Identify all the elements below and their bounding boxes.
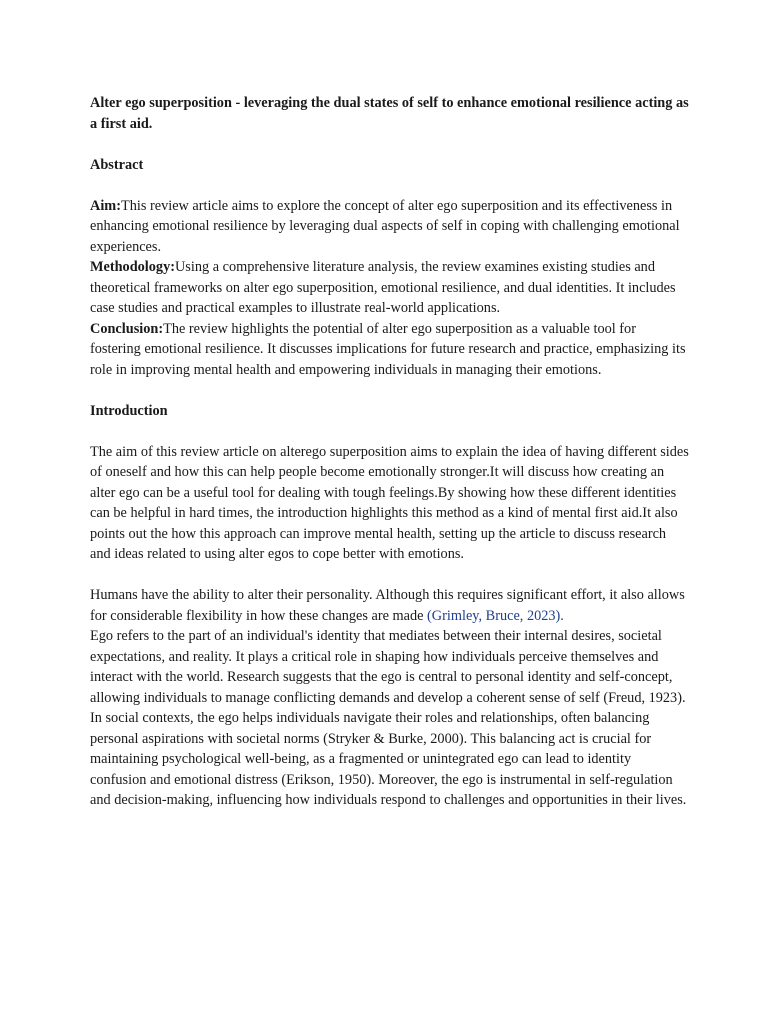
article-title: Alter ego superposition - leveraging the dual states of self to enhance emotional resilience acting as a first aid. — [90, 95, 689, 132]
document-body — [90, 93, 690, 811]
conclusion-text: The review highlights the potential of alter ego superposition as a valuable tool for fostering emotional resilience. It discusses implications for future research and practice, emphasizing its role in improving mental health and empowering individuals in managing their emotions. — [90, 320, 686, 378]
introduction-paragraph-3: Ego refers to the part of an individual's identity that mediates between their internal desires, societal expectations, and reality. It plays a critical role in shaping how individuals perceive themselves and interact with the world. Research suggests that the ego is central to personal identity and self-concept, allowing individuals to manage conflicting demands and develop a coherent sense of self (Freud, 1923). In social contexts, the ego helps individuals navigate their roles and relationships, often balancing personal aspirations with societal norms (Stryker & Burke, 2000). This balancing act is crucial for maintaining psychological well-being, as a fragmented or unintegrated ego can lead to identity confusion and emotional distress (Erikson, 1950). Moreover, the ego is instrumental in self-regulation and decision-making, influencing how individuals respond to challenges and opportunities in their lives. — [90, 628, 687, 808]
citation-link[interactable]: (Grimley, Bruce, 2023). — [427, 607, 564, 624]
paragraph-2-text: Humans have the ability to alter their personality. Although this requires significant effort, it also allows for considerable flexibility in how these changes are made — [90, 587, 685, 624]
introduction-heading: Introduction — [90, 402, 168, 419]
introduction-paragraph-1: The aim of this review article on alterego superposition aims to explain the idea of having different sides of oneself and how this can help people become emotionally stronger.It will discuss how creating an alter ego can be a useful tool for dealing with tough feelings.By showing how these different identities can be helpful in hard times, the introduction highlights this method as a kind of mental first aid.It also points out the how this approach can improve mental health, setting up the article to discuss research and ideas related to using alter egos to cope better with emotions. — [90, 443, 689, 562]
abstract-conclusion — [90, 319, 690, 381]
methodology-text: Using a comprehensive literature analysis, the review examines existing studies and theoretical frameworks on alter ego superposition, emotional resilience, and dual identities. It includes case studies and practical examples to illustrate real-world applications. — [90, 259, 676, 316]
abstract-heading: Abstract — [90, 156, 144, 173]
introduction-paragraph-2 — [90, 585, 690, 626]
spacer — [90, 134, 690, 155]
spacer — [90, 421, 690, 442]
aim-label: Aim: — [90, 197, 121, 214]
spacer — [90, 380, 690, 401]
abstract-aim — [90, 196, 690, 258]
aim-text: This review article aims to explore the concept of alter ego superposition and its effectiveness in enhancing emotional resilience by leveraging dual aspects of self in coping with challenging emotional experiences. — [90, 197, 680, 255]
methodology-label: Methodology: — [90, 259, 175, 275]
spacer — [90, 175, 690, 196]
spacer — [90, 565, 690, 586]
conclusion-label: Conclusion: — [90, 320, 164, 337]
abstract-methodology — [90, 257, 690, 319]
